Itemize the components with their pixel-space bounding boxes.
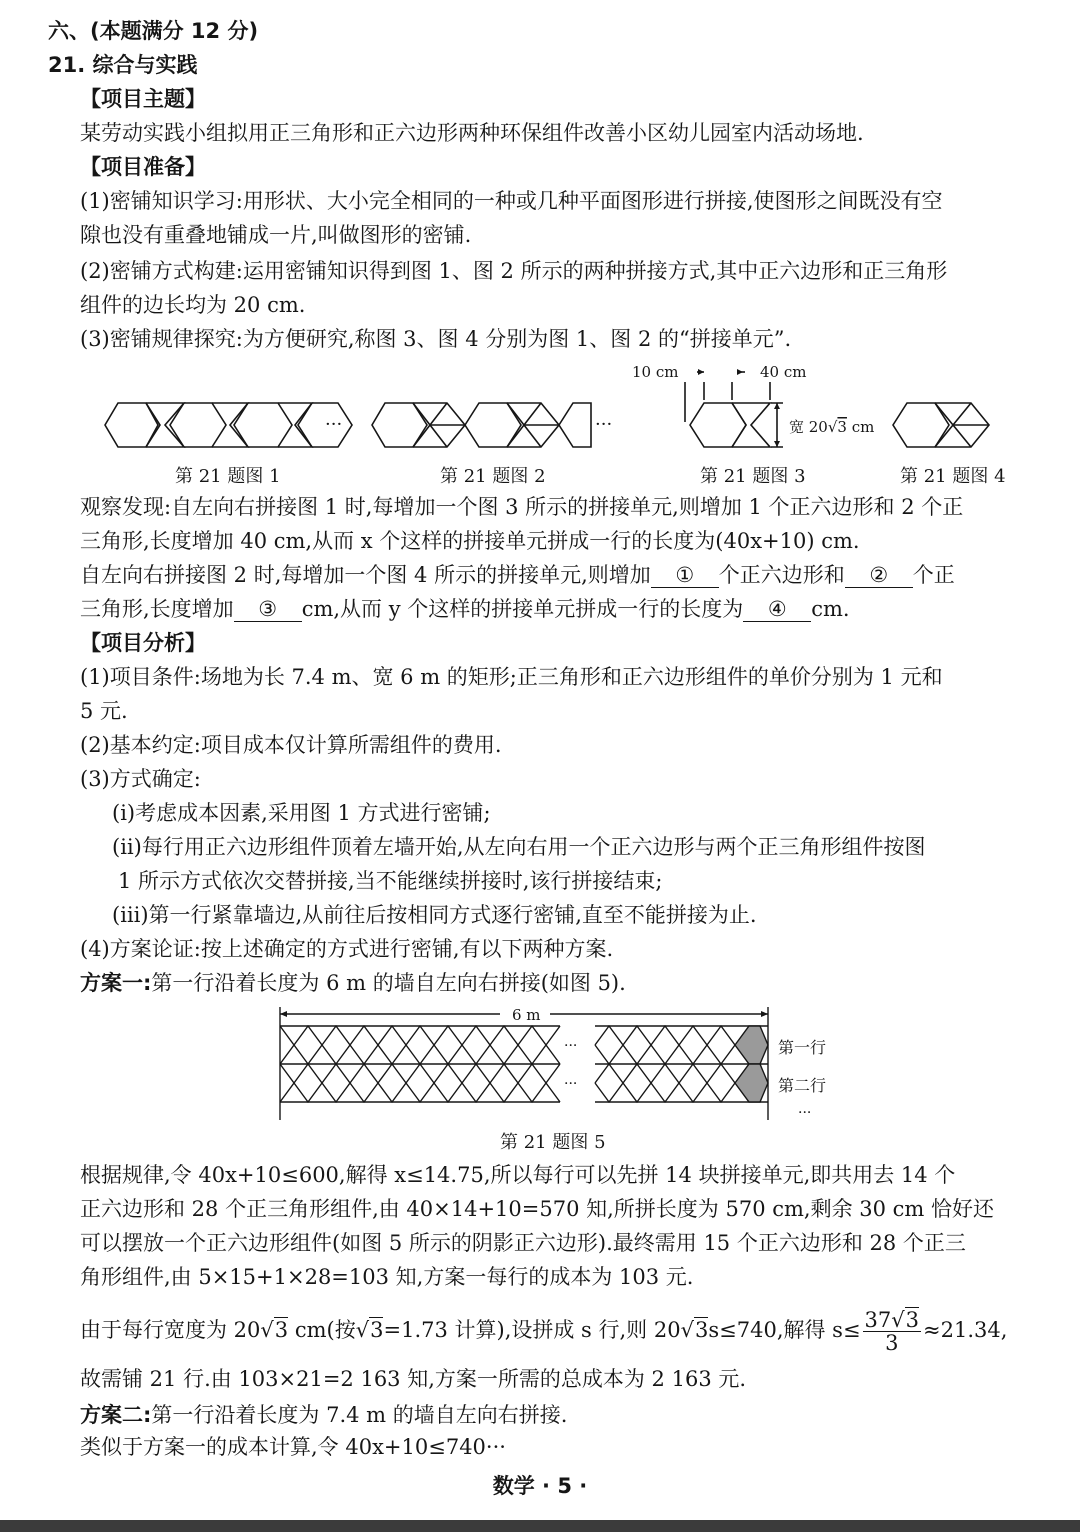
analysis-3-ii-line2: 1 所示方式依次交替拼接,当不能继续拼接时,该行拼接结束;	[118, 869, 663, 893]
theme-text: 某劳动实践小组拟用正三角形和正六边形两种环保组件改善小区幼儿园室内活动场地.	[80, 121, 864, 145]
prep-p2-line1: (2)密铺方式构建:运用密铺知识得到图 1、图 2 所示的两种拼接方式,其中正六边形和正三角形	[80, 259, 948, 283]
plan2-intro: 方案二:第一行沿着长度为 7.4 m 的墙自左向右拼接.	[80, 1403, 568, 1427]
problem-heading	[48, 50, 198, 80]
blank-3[interactable]: ③	[234, 597, 302, 622]
section-title: 六、(本题满分 12 分)	[48, 19, 259, 43]
bottom-bar	[0, 1520, 1080, 1532]
prep-p1-line2: 隙也没有重叠地铺成一片,叫做图形的密铺.	[80, 223, 472, 247]
blank-1[interactable]: ①	[651, 563, 719, 588]
plan1-solution-line2: 正六边形和 28 个正三角形组件,由 40×14+10=570 知,所拼长度为 570 cm,剩余 30 cm 恰好还	[80, 1197, 995, 1221]
analysis-3: (3)方式确定:	[80, 767, 201, 791]
caption-fig3: 第 21 题图 3	[700, 466, 806, 487]
problem-title: 综合与实践	[92, 53, 198, 77]
plan1-intro: 方案一:第一行沿着长度为 6 m 的墙自左向右拼接(如图 5).	[80, 971, 626, 995]
analysis-3-iii: (ⅲ)第一行紧靠墙边,从前往后按相同方式逐行密铺,直至不能拼接为止.	[112, 903, 757, 927]
problem-number: 21.	[48, 53, 86, 77]
label-40cm: 40 cm	[760, 363, 807, 381]
analysis-4: (4)方案论证:按上述确定的方式进行密铺,有以下两种方案.	[80, 937, 614, 961]
caption-fig1: 第 21 题图 1	[175, 466, 281, 487]
caption-fig4: 第 21 题图 4	[900, 466, 1006, 487]
fraction-37root3-over-3: $\frac{37√3}{3}$	[864, 1308, 920, 1355]
analysis-3-ii-line1: (ⅱ)每行用正六边形组件顶着左墙开始,从左向右用一个正六边形与两个正三角形组件按图	[112, 835, 926, 859]
observe-line3: 自左向右拼接图 2 时,每增加一个图 4 所示的拼接单元,则增加 ① 个正六边形和 ② 个正	[80, 563, 955, 587]
plan2-solution-line1: 类似于方案一的成本计算,令 40x+10≤740···	[80, 1435, 506, 1459]
figure-1-tiling	[105, 403, 352, 447]
observe-line1: 观察发现:自左向右拼接图 1 时,每增加一个图 3 所示的拼接单元,则增加 1 个正六边形和 2 个正	[80, 495, 964, 519]
blank-2[interactable]: ②	[845, 563, 913, 588]
figures-1-to-4	[95, 360, 1055, 465]
plan1-solution-line3: 可以摆放一个正六边形组件(如图 5 所示的阴影正六边形).最终需用 15 个正六边形和 28 个正三	[80, 1231, 966, 1255]
analysis-3-i: (ⅰ)考虑成本因素,采用图 1 方式进行密铺;	[112, 801, 491, 825]
analysis-heading: 【项目分析】	[80, 631, 206, 655]
prep-heading: 【项目准备】	[80, 155, 206, 179]
blank-4[interactable]: ④	[743, 597, 811, 622]
plan1-label: 方案一:	[80, 971, 152, 995]
figure-2-tiling	[372, 403, 591, 447]
plan2-label: 方案二:	[80, 1403, 152, 1427]
fig5-dots-row1: ···	[564, 1038, 578, 1054]
caption-fig2: 第 21 题图 2	[440, 466, 546, 487]
fig5-dots-row2: ···	[564, 1076, 578, 1092]
plan1-solution-line6: 故需铺 21 行.由 103×21=2 163 知,方案一所需的总成本为 2 163 元.	[80, 1367, 747, 1391]
figure-5-row1	[280, 1026, 768, 1064]
figure-5-layout	[270, 1002, 850, 1127]
fig1-dots: ···	[325, 414, 343, 435]
prep-p2-line2: 组件的边长均为 20 cm.	[80, 293, 306, 317]
prep-p1-line1: (1)密铺知识学习:用形状、大小完全相同的一种或几种平面图形进行拼接,使图形之间既没有空	[80, 189, 943, 213]
fig5-row2-label: 第二行	[778, 1076, 827, 1095]
theme-heading: 【项目主题】	[80, 87, 206, 111]
plan1-solution-line5: 由于每行宽度为 20√3 cm(按√3=1.73 计算),设拼成 s 行,则 20√3s≤740,解得 s≤ $\frac{37√3}{3}$ ≈21.34,	[80, 1308, 1008, 1355]
fig5-more-rows: ···	[798, 1105, 812, 1121]
plan1-solution-line4: 角形组件,由 5×15+1×28=103 知,方案一每行的成本为 103 元.	[80, 1265, 694, 1289]
label-width: 宽 20√3 cm	[789, 418, 875, 436]
caption-fig5: 第 21 题图 5	[500, 1132, 606, 1153]
figure-3-unit	[685, 372, 783, 447]
figure-5-row2	[280, 1064, 768, 1102]
analysis-2: (2)基本约定:项目成本仅计算所需组件的费用.	[80, 733, 502, 757]
observe-line2: 三角形,长度增加 40 cm,从而 x 个这样的拼接单元拼成一行的长度为(40x+10) cm.	[80, 529, 860, 553]
fig2-dots: ···	[595, 414, 613, 435]
page-footer: 数学 · 5 ·	[492, 1474, 588, 1498]
figure-4-unit	[893, 403, 989, 447]
fig5-6m-label: 6 m	[512, 1006, 541, 1024]
analysis-1-line1: (1)项目条件:场地为长 7.4 m、宽 6 m 的矩形;正三角形和正六边形组件的单价分别为 1 元和	[80, 665, 943, 689]
observe-line4: 三角形,长度增加 ③ cm,从而 y 个这样的拼接单元拼成一行的长度为 ④ cm.	[80, 597, 850, 621]
fig5-row1-label: 第一行	[778, 1038, 827, 1057]
prep-p3: (3)密铺规律探究:为方便研究,称图 3、图 4 分别为图 1、图 2 的“拼接单元”.	[80, 327, 792, 351]
plan1-solution-line1: 根据规律,令 40x+10≤600,解得 x≤14.75,所以每行可以先拼 14 块拼接单元,即共用去 14 个	[80, 1163, 956, 1187]
analysis-1-line2: 5 元.	[80, 699, 128, 723]
label-10cm: 10 cm	[632, 363, 679, 381]
